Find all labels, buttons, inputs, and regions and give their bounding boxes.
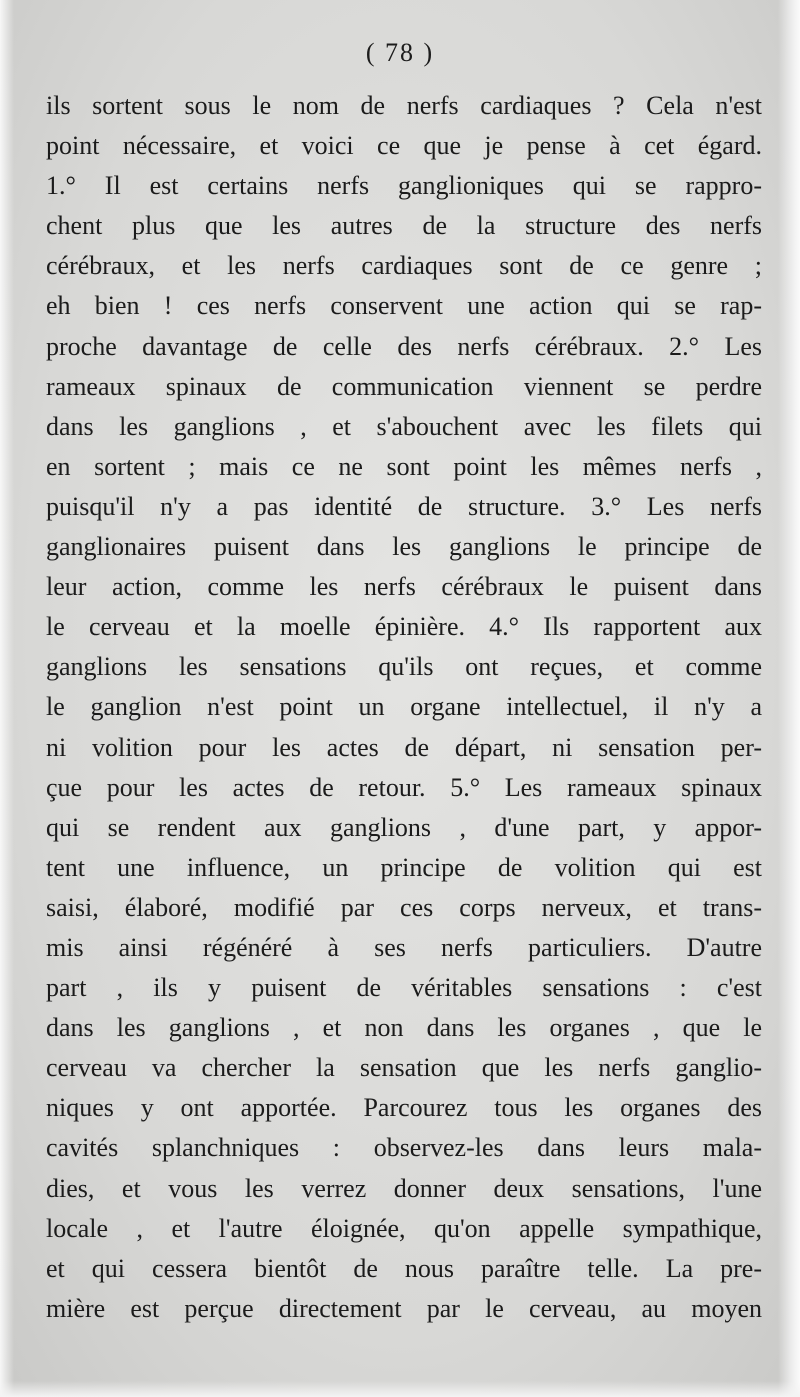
text-line: dans les ganglions , et non dans les organes , que le <box>46 1013 762 1043</box>
page-number: ( 78 ) <box>365 38 435 67</box>
text-line: locale , et l'autre éloignée, qu'on appelle sympathique, <box>46 1213 762 1243</box>
text-line: niques y ont apportée. Parcourez tous les organes des <box>46 1093 762 1123</box>
body-text <box>46 86 762 1329</box>
text-line: leur action, comme les nerfs cérébraux le puisent dans <box>46 572 762 602</box>
text-line: proche davantage de celle des nerfs cérébraux. 2.° Les <box>46 331 762 361</box>
text-line: part , ils y puisent de véritables sensations : c'est <box>46 973 762 1003</box>
text-line: cavités splanchniques : observez-les dans leurs mala- <box>46 1133 762 1163</box>
text-line: ni volition pour les actes de départ, ni sensation per- <box>46 732 762 762</box>
text-line: rameaux spinaux de communication viennent se perdre <box>46 371 762 401</box>
text-line: dies, et vous les verrez donner deux sensations, l'une <box>46 1173 762 1203</box>
text-line: chent plus que les autres de la structure des nerfs <box>46 211 762 241</box>
text-line: ganglionaires puisent dans les ganglions le principe de <box>46 532 762 562</box>
text-line: le ganglion n'est point un organe intellectuel, il n'y a <box>46 692 762 722</box>
text-line: tent une influence, un principe de volition qui est <box>46 852 762 882</box>
text-line: eh bien ! ces nerfs conservent une action qui se rap- <box>46 291 762 321</box>
text-line: 1.° Il est certains nerfs ganglioniques qui se rappro- <box>46 171 762 201</box>
page-edge-left <box>0 0 14 1397</box>
text-line: çue pour les actes de retour. 5.° Les rameaux spinaux <box>46 772 762 802</box>
text-line: puisqu'il n'y a pas identité de structure. 3.° Les nerfs <box>46 491 762 521</box>
text-line: point nécessaire, et voici ce que je pense à cet égard. <box>46 131 762 161</box>
text-line: mis ainsi régénéré à ses nerfs particuliers. D'autre <box>46 932 762 962</box>
text-line: cerveau va chercher la sensation que les nerfs ganglio- <box>46 1053 762 1083</box>
text-line: ils sortent sous le nom de nerfs cardiaques ? Cela n'est <box>46 91 762 120</box>
text-line: mière est perçue directement par le cerveau, au moyen <box>46 1293 762 1323</box>
text-line: qui se rendent aux ganglions , d'une part, y appor- <box>46 812 762 842</box>
text-line: dans les ganglions , et s'abouchent avec les filets qui <box>46 411 762 441</box>
page-edge-right <box>778 0 800 1397</box>
text-line: et qui cessera bientôt de nous paraître telle. La pre- <box>46 1253 762 1283</box>
text-line: ganglions les sensations qu'ils ont reçues, et comme <box>46 652 762 682</box>
text-line: en sortent ; mais ce ne sont point les mêmes nerfs , <box>46 451 762 481</box>
page-edge-bottom <box>0 1381 800 1397</box>
text-line: saisi, élaboré, modifié par ces corps nerveux, et trans- <box>46 892 762 922</box>
text-line: cérébraux, et les nerfs cardiaques sont de ce genre ; <box>46 251 762 281</box>
text-line: le cerveau et la moelle épinière. 4.° Ils rapportent aux <box>46 612 762 642</box>
